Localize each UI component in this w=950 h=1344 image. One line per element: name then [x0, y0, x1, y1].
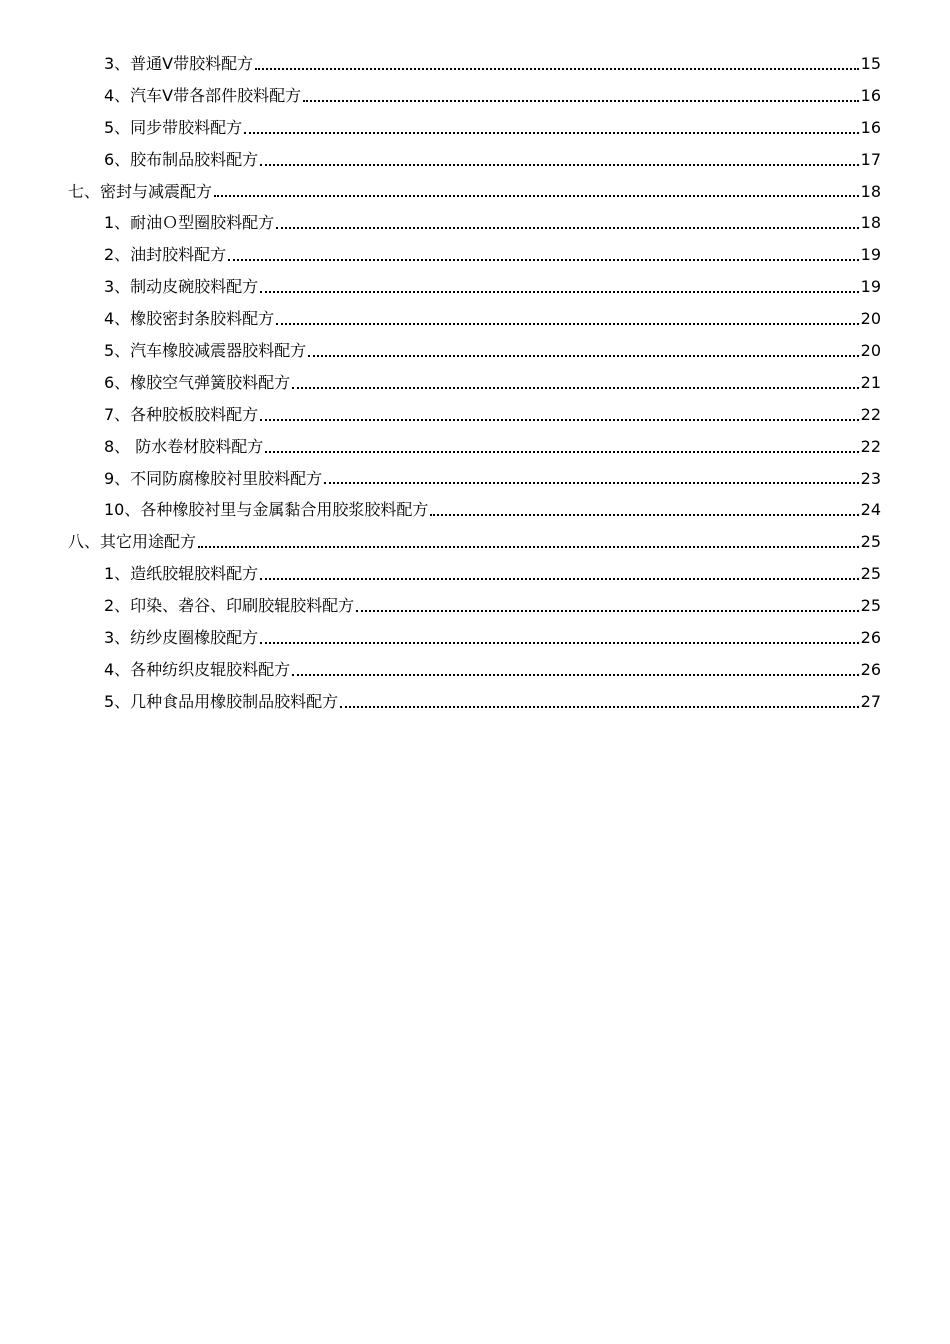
toc-entry-title: 2、印染、砻谷、印刷胶辊胶料配方: [104, 596, 355, 616]
toc-section-entry[interactable]: [0, 494, 950, 526]
toc-page-number: 27: [860, 691, 881, 711]
toc-entry-title: 1、耐油Ｏ型圈胶料配方: [104, 213, 275, 233]
toc-leader-dots: [340, 705, 858, 708]
toc-section-entry[interactable]: [0, 48, 950, 80]
toc-entry-title: 4、各种纺织皮辊胶料配方: [104, 659, 291, 679]
toc-page-number: 17: [860, 149, 881, 169]
toc-leader-dots: [276, 322, 858, 325]
toc-entry-title: 3、普通Ⅴ带胶料配方: [104, 53, 254, 73]
toc-leader-dots: [324, 481, 858, 484]
toc-leader-dots: [308, 354, 858, 357]
toc-page-number: 18: [860, 181, 881, 201]
toc-leader-dots: [356, 609, 858, 612]
toc-section-entry[interactable]: [0, 80, 950, 112]
toc-entry-title: 2、油封胶料配方: [104, 245, 227, 265]
toc-entry-title: 5、几种食品用橡胶制品胶料配方: [104, 691, 339, 711]
toc-page-number: 20: [860, 309, 881, 329]
toc-entry-title: 4、汽车Ⅴ带各部件胶料配方: [104, 85, 302, 105]
toc-section-entry[interactable]: [0, 463, 950, 495]
toc-entry-title: 1、造纸胶辊胶料配方: [104, 564, 259, 584]
toc-page-number: 23: [860, 468, 881, 488]
toc-entry-title: 5、同步带胶料配方: [104, 117, 243, 137]
toc-leader-dots: [430, 513, 858, 516]
toc-section-entry[interactable]: [0, 367, 950, 399]
toc-entry-title: 八、其它用途配方: [68, 532, 197, 552]
toc-section-entry[interactable]: [0, 399, 950, 431]
toc-entry-title: 3、制动皮碗胶料配方: [104, 277, 259, 297]
toc-leader-dots: [228, 258, 858, 261]
toc-leader-dots: [260, 163, 858, 166]
toc-page-number: 26: [860, 659, 881, 679]
toc-entry-title: 7、各种胶板胶料配方: [104, 404, 259, 424]
toc-section-entry[interactable]: [0, 303, 950, 335]
toc-page-number: 16: [860, 85, 881, 105]
toc-entry-title: 6、橡胶空气弹簧胶料配方: [104, 372, 291, 392]
toc-chapter-entry[interactable]: [0, 526, 950, 558]
toc-section-entry[interactable]: [0, 112, 950, 144]
toc-page-number: 24: [860, 500, 881, 520]
toc-page-number: 25: [860, 596, 881, 616]
toc-chapter-entry[interactable]: [0, 176, 950, 208]
toc-leader-dots: [265, 450, 858, 453]
toc-section-entry[interactable]: [0, 654, 950, 686]
toc-entry-title: 七、密封与减震配方: [68, 181, 213, 201]
toc-leader-dots: [260, 418, 858, 421]
toc-section-entry[interactable]: [0, 239, 950, 271]
toc-page-number: 19: [860, 277, 881, 297]
toc-section-entry[interactable]: [0, 207, 950, 239]
toc-section-entry[interactable]: [0, 686, 950, 718]
toc-section-entry[interactable]: [0, 271, 950, 303]
toc-page-number: 18: [860, 213, 881, 233]
toc-page-number: 22: [860, 436, 881, 456]
toc-leader-dots: [198, 545, 859, 548]
toc-leader-dots: [292, 386, 858, 389]
toc-section-entry[interactable]: [0, 335, 950, 367]
toc-entry-title: 3、纺纱皮圈橡胶配方: [104, 627, 259, 647]
toc-leader-dots: [260, 290, 858, 293]
toc-leader-dots: [244, 131, 858, 134]
toc-leader-dots: [303, 99, 859, 102]
toc-entry-title: 8、 防水卷材胶料配方: [104, 436, 264, 456]
toc-page-number: 26: [860, 627, 881, 647]
toc-section-entry[interactable]: [0, 558, 950, 590]
toc-section-entry[interactable]: [0, 622, 950, 654]
toc-page-number: 21: [860, 372, 881, 392]
toc-page-number: 22: [860, 404, 881, 424]
toc-page-number: 25: [860, 532, 881, 552]
toc-list: [0, 48, 950, 718]
toc-section-entry[interactable]: [0, 144, 950, 176]
toc-section-entry[interactable]: [0, 590, 950, 622]
toc-section-entry[interactable]: [0, 431, 950, 463]
toc-leader-dots: [292, 673, 858, 676]
toc-entry-title: 9、不同防腐橡胶衬里胶料配方: [104, 468, 323, 488]
toc-entry-title: 6、胶布制品胶料配方: [104, 149, 259, 169]
toc-page-number: 25: [860, 564, 881, 584]
table-of-contents: [0, 48, 950, 718]
toc-page-number: 16: [860, 117, 881, 137]
toc-leader-dots: [214, 194, 859, 197]
toc-entry-title: 10、各种橡胶衬里与金属黏合用胶浆胶料配方: [104, 500, 429, 520]
toc-entry-title: 4、橡胶密封条胶料配方: [104, 309, 275, 329]
toc-leader-dots: [260, 641, 858, 644]
toc-leader-dots: [260, 577, 858, 580]
toc-page-number: 19: [860, 245, 881, 265]
toc-page-number: 20: [860, 340, 881, 360]
toc-leader-dots: [255, 67, 859, 70]
toc-entry-title: 5、汽车橡胶减震器胶料配方: [104, 340, 307, 360]
toc-page-number: 15: [860, 53, 881, 73]
toc-leader-dots: [276, 226, 858, 229]
